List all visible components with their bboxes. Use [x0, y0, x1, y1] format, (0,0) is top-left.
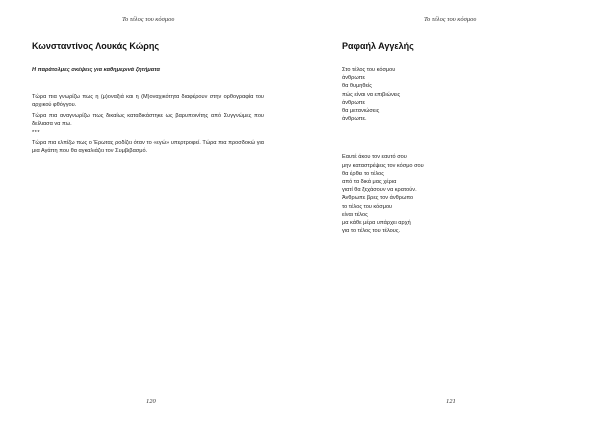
poem-line: θα μετανιώσεις — [342, 108, 380, 115]
page-number-right: 121 — [446, 398, 456, 405]
right-page — [300, 0, 600, 424]
poem-line: άνθρωπε. — [342, 116, 367, 123]
stanza-break — [342, 123, 542, 153]
poem-line: είναι τέλος — [342, 211, 368, 218]
stanza-2 — [342, 153, 542, 235]
poem-line: μην καταστρέψεις τον κόσμο σου — [342, 162, 424, 169]
poem-line: το τέλος του κόσμου — [342, 203, 393, 210]
poem-line: μα κάθε μέρα υπάρχει αρχή — [342, 220, 411, 227]
poem-line: Εαυτέ άκου τον εαυτό σου — [342, 154, 407, 161]
poem-line: θα έρθει το τέλος — [342, 170, 384, 177]
poem-line: Άνθρωπε βρες τον άνθρωπο — [342, 195, 414, 202]
page-number-left: 120 — [146, 398, 156, 405]
poem-body — [342, 66, 542, 235]
poem-line: θα θυμηθείς — [342, 83, 372, 90]
poem-line: άνθρωπε — [342, 75, 365, 82]
poem-line: πώς είναι να επιβιώνεις — [342, 91, 401, 98]
paragraph-2: Τώρα πια αναγνωρίζω πως δικαίως καταδικάστηκε ως βαρυποινίτης από Συγγνώμες που δείλιασα να πω. — [32, 112, 264, 127]
author-name-right: Ραφαήλ Αγγελής — [342, 41, 414, 51]
author-name-left: Κωνσταντίνος Λουκάς Κώρης — [32, 41, 160, 51]
poem-line: άνθρωπε — [342, 99, 365, 106]
paragraph-3: Τώρα πια ελπίζω πως ο Έρωτας ροδίζει όταν το «εγώ» υπερτροφεί. Τώρα πια προσδοκώ για μια Αγάπη που θα αγκαλιάζει τον Συμβιβασμό. — [32, 140, 264, 155]
poem-line: Στο τέλος του κόσμου — [342, 67, 396, 73]
poem-line: γιατί θα ξεχάσουν να κρατούν. — [342, 187, 417, 194]
stanza-1 — [342, 66, 542, 123]
poem-line: για το τέλος του τέλους. — [342, 228, 401, 235]
section-separator: *** — [32, 130, 41, 137]
poem-title: Η παράτολμες σκέψεις για καθημερινά ζητήματα — [32, 67, 160, 73]
running-head-left: Το τέλος του κόσμου — [122, 16, 175, 23]
running-head-right: Το τέλος του κόσμου — [424, 16, 477, 23]
poem-line: από τα δικά μας χέρια — [342, 179, 397, 186]
paragraph-1: Τώρα πια γνωρίζω πως η (μ)οναξιά και η (Μ)οναχικότητα διαφέρουν στην ορθογραφία του αρχικού φθόγγου. — [32, 94, 264, 109]
left-page-body — [32, 66, 264, 158]
